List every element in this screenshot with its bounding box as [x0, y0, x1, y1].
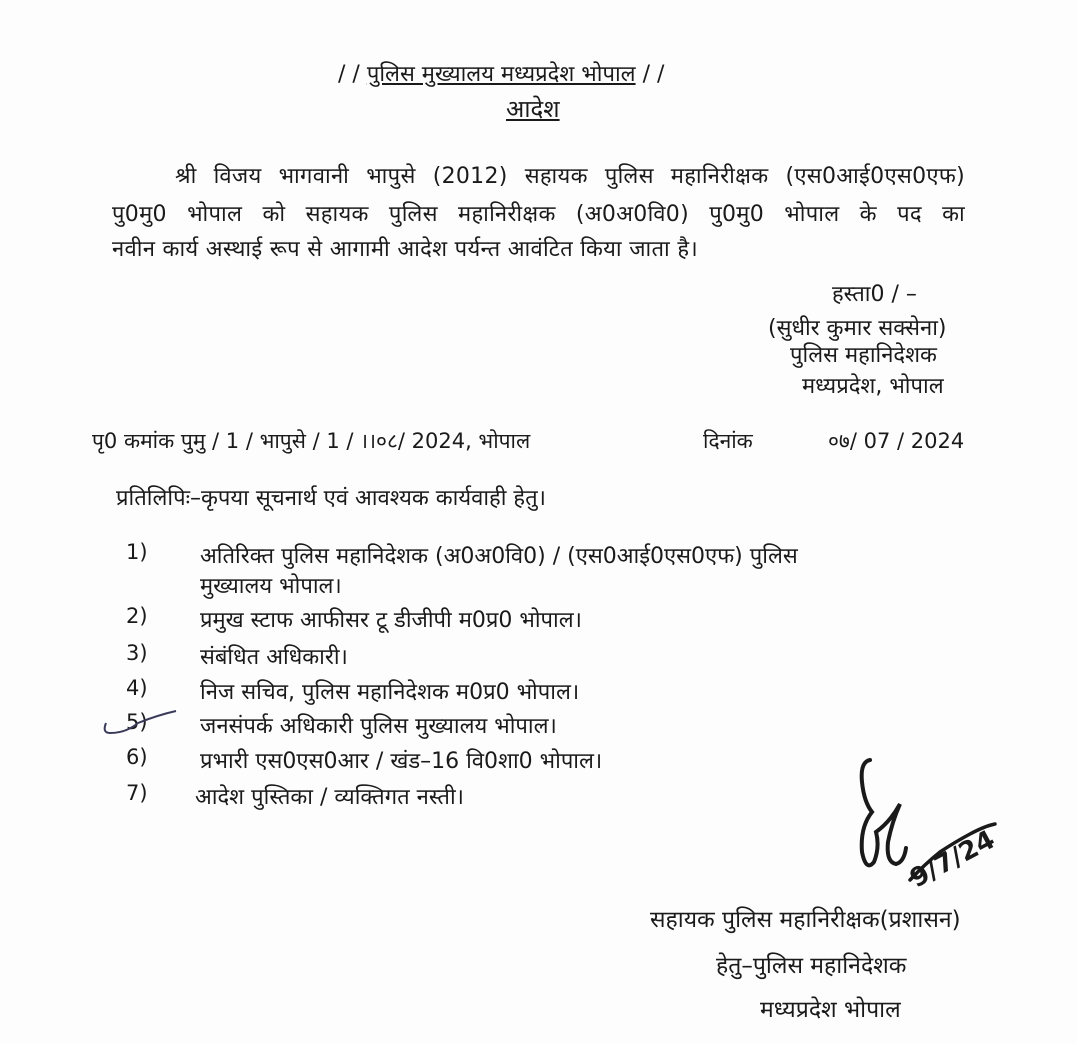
- header-title: पुलिस मुख्यालय मध्यप्रदेश भोपाल: [366, 62, 636, 87]
- order-title: आदेश: [506, 95, 560, 123]
- issuer-location: मध्यप्रदेश भोपाल: [760, 997, 901, 1023]
- handwritten-initial-signature: [830, 752, 1010, 902]
- order-body-line-2: पु0मु0 भोपाल को सहायक पुलिस महानिरीक्षक (अ0अ0वि0) पु0मु0 भोपाल के पद का: [112, 202, 965, 227]
- copy-item-text: आदेश पुस्तिका / व्यक्तिगत नस्ती।: [195, 785, 464, 810]
- signatory-designation: पुलिस महानिदेशक: [790, 343, 937, 368]
- copy-item-text: जनसंपर्क अधिकारी पुलिस मुख्यालय भोपाल।: [200, 714, 557, 739]
- copy-item-number: 3): [126, 641, 148, 665]
- copy-item-number: 2): [126, 604, 148, 628]
- reference-number: पृ0 कमांक पुमु / 1 / भापुसे / 1 / ।।०८/ 2024, भोपाल: [92, 429, 531, 453]
- date-value: ०७/ 07 / 2024: [828, 429, 965, 453]
- copy-item-text: अतिरिक्त पुलिस महानिदेशक (अ0अ0वि0) / (एस0आई0एस0एफ) पुलिस: [200, 544, 798, 569]
- copy-item-number: 4): [126, 676, 148, 700]
- copy-item-number: 1): [126, 540, 148, 564]
- handwritten-tick-mark: [98, 703, 183, 743]
- copy-item-number: 7): [126, 781, 148, 805]
- copy-item-number: 6): [126, 745, 148, 769]
- signatory-name: (सुधीर कुमार सक्सेना): [768, 316, 947, 341]
- copy-to-intro: प्रतिलिपिः–कृपया सूचनार्थ एवं आवश्यक कार्यवाही हेतु।: [116, 486, 546, 511]
- issuer-designation: सहायक पुलिस महानिरीक्षक(प्रशासन): [650, 907, 961, 933]
- copy-item-text: प्रमुख स्टाफ आफीसर टू डीजीपी म0प्र0 भोपाल।: [200, 608, 583, 633]
- order-body-line-1: श्री विजय भागवानी भापुसे (2012) सहायक पुलिस महानिरीक्षक (एस0आई0एस0एफ): [175, 164, 965, 189]
- copy-item-text: संबंधित अधिकारी।: [200, 645, 348, 670]
- document-header: [338, 58, 664, 88]
- copy-item-text: निज सचिव, पुलिस महानिदेशक म0प्र0 भोपाल।: [200, 680, 580, 705]
- copy-item-text-continued: मुख्यालय भोपाल।: [200, 574, 342, 599]
- signatory-location: मध्यप्रदेश, भोपाल: [802, 374, 944, 399]
- header-slashes-left: / /: [338, 62, 360, 87]
- header-slashes-right: / /: [642, 62, 665, 87]
- date-label: दिनांक: [703, 429, 753, 453]
- order-body-line-3: नवीन कार्य अस्थाई रूप से आगामी आदेश पर्यन्त आवंटित किया जाता है।: [112, 237, 698, 262]
- copy-item-number: 5): [126, 710, 148, 734]
- issuer-on-behalf: हेतु–पुलिस महानिदेशक: [716, 953, 907, 979]
- copy-item-text: प्रभारी एस0एस0आर / खंड–16 वि0शा0 भोपाल।: [200, 749, 603, 774]
- handwritten-date: 9/7/24: [905, 824, 1000, 895]
- signed-mark: हस्ता0 / –: [832, 282, 917, 307]
